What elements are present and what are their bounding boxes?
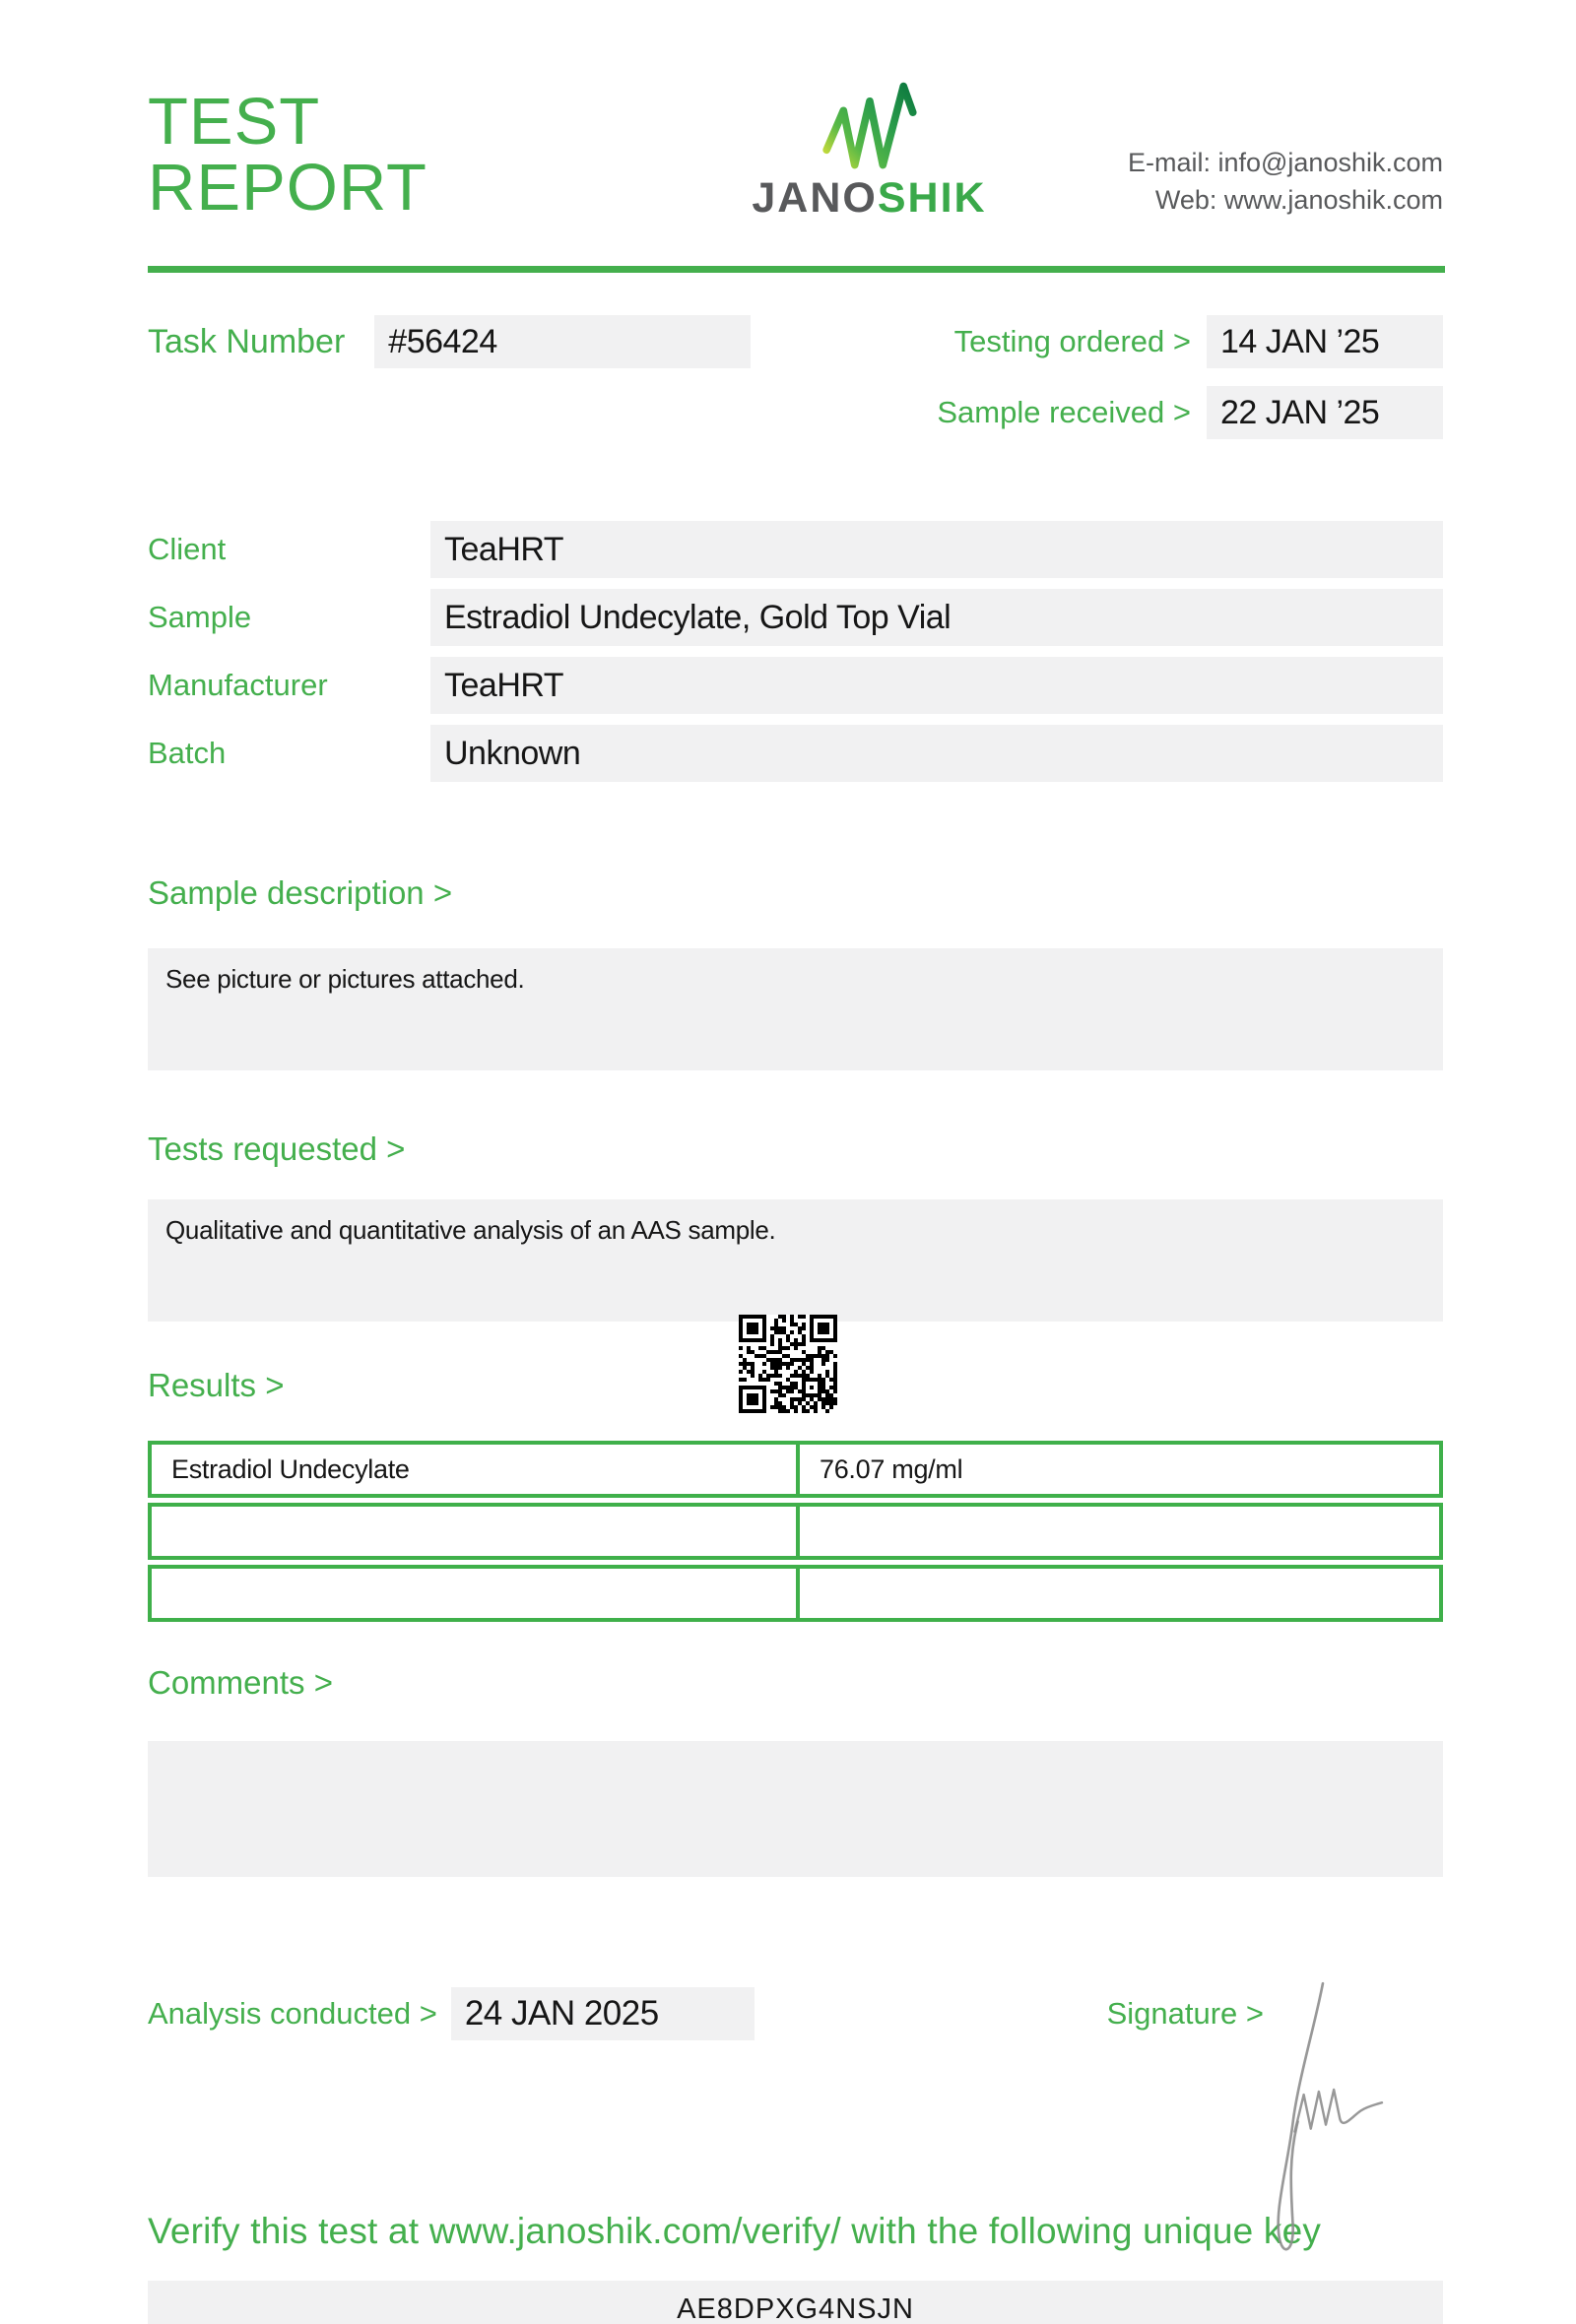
brand-logo xyxy=(611,77,1128,225)
batch-label: Batch xyxy=(148,736,227,770)
details-section xyxy=(148,521,1443,782)
brand-name-left: JANO xyxy=(752,174,878,222)
sample-description-heading: Sample description > xyxy=(148,874,453,911)
sample-received-label: Sample received > xyxy=(937,395,1191,429)
detail-row-client xyxy=(148,521,1443,578)
sample-received-row xyxy=(937,386,1443,439)
brand-name-right: SHIK xyxy=(877,174,987,222)
signature-image xyxy=(1263,1973,1387,2264)
manufacturer-value: TeaHRT xyxy=(430,657,1443,714)
amount-cell: 76.07 mg/ml xyxy=(820,1453,963,1484)
sample-label: Sample xyxy=(148,600,252,634)
results-heading: Results > xyxy=(148,1367,285,1403)
amount-cell xyxy=(800,1569,1439,1618)
testing-ordered-row xyxy=(937,315,1443,368)
task-number-row xyxy=(148,315,751,368)
task-section xyxy=(148,315,1443,439)
tests-requested-heading: Tests requested > xyxy=(148,1130,406,1167)
detail-row-sample xyxy=(148,589,1443,646)
contact-web: Web: www.janoshik.com xyxy=(1154,185,1443,215)
page-title: TEST REPORT xyxy=(148,85,427,225)
qr-code xyxy=(739,1315,837,1413)
sample-value: Estradiol Undecylate, Gold Top Vial xyxy=(430,589,1443,646)
testing-ordered-value: 14 JAN ’25 xyxy=(1207,315,1443,368)
sample-description-box: See picture or pictures attached. xyxy=(148,948,1443,1070)
verify-text: Verify this test at www.janoshik.com/verify/ with the following unique key xyxy=(148,2211,1322,2251)
detail-row-manufacturer xyxy=(148,657,1443,714)
task-number-label: Task Number xyxy=(148,322,346,360)
batch-value: Unknown xyxy=(430,725,1443,782)
substance-cell xyxy=(152,1569,800,1618)
amount-cell xyxy=(800,1507,1439,1556)
substance-cell xyxy=(152,1507,800,1556)
analysis-row xyxy=(148,1987,1443,2040)
unique-key-value: AE8DPXG4NSJN xyxy=(148,2281,1443,2324)
contact-block xyxy=(1128,144,1443,225)
testing-ordered-label: Testing ordered > xyxy=(953,324,1191,358)
chart-up-icon xyxy=(795,77,943,175)
sample-received-value: 22 JAN ’25 xyxy=(1207,386,1443,439)
header xyxy=(148,77,1443,225)
comments-box xyxy=(148,1741,1443,1877)
task-number-value: #56424 xyxy=(374,315,751,368)
detail-row-batch xyxy=(148,725,1443,782)
results-table xyxy=(148,1441,1443,1622)
signature-label: Signature > xyxy=(1106,1996,1264,2031)
analysis-date-value: 24 JAN 2025 xyxy=(451,1987,755,2040)
comments-heading: Comments > xyxy=(148,1664,333,1701)
result-row xyxy=(148,1565,1443,1622)
analysis-conducted-label: Analysis conducted > xyxy=(148,1996,437,2031)
header-divider xyxy=(148,266,1445,273)
client-value: TeaHRT xyxy=(430,521,1443,578)
tests-requested-box: Qualitative and quantitative analysis of an AAS sample. xyxy=(148,1199,1443,1322)
result-row xyxy=(148,1441,1443,1498)
footer xyxy=(148,1987,1443,2324)
contact-email: E-mail: info@janoshik.com xyxy=(1127,148,1443,177)
dates-block xyxy=(937,315,1443,439)
result-row xyxy=(148,1503,1443,1560)
manufacturer-label: Manufacturer xyxy=(148,668,328,702)
brand-name xyxy=(752,174,987,222)
results-section xyxy=(148,1366,1443,1622)
substance-cell: Estradiol Undecylate xyxy=(152,1445,800,1494)
client-label: Client xyxy=(148,532,227,566)
